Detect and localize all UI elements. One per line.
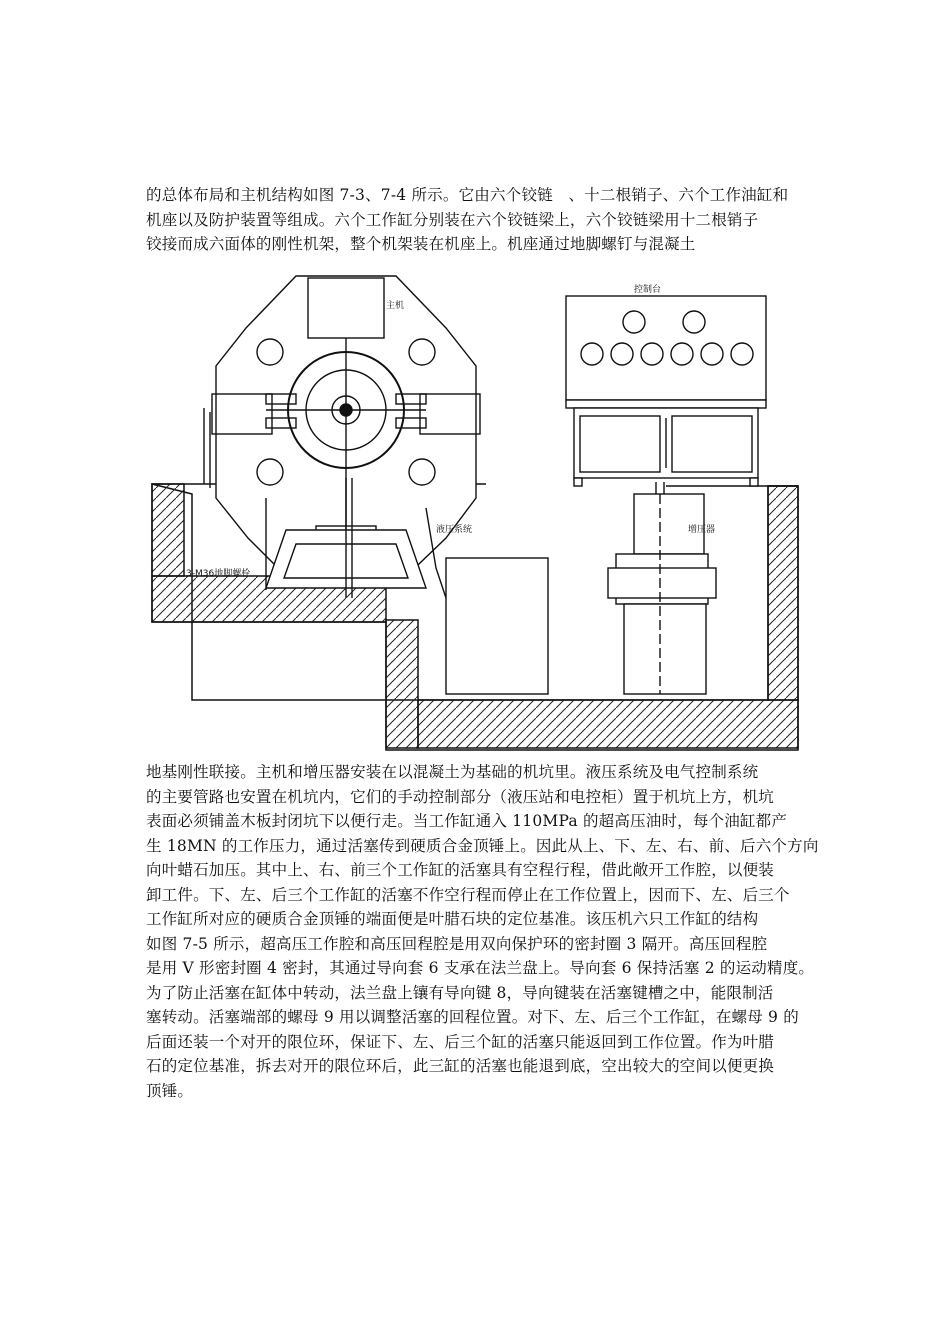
label-booster: 增压器	[688, 525, 716, 535]
label-hydraulic-system: 液压系统	[436, 525, 473, 535]
label-control-console: 控制台	[634, 285, 662, 295]
text-line: 地基刚性联接。主机和增压器安装在以混凝土为基础的机坑里。液压系统及电气控制系统	[146, 763, 759, 781]
text-line: 的总体布局和主机结构如图 7-3、7-4 所示。它由六个铰链 、十二根销子、六个工作油缸和	[146, 186, 789, 204]
text-line: 后面还装一个对开的限位环，保证下、左、后三个缸的活塞只能返回到工作位置。作为叶腊	[146, 1032, 775, 1051]
text-line: 向叶蜡石加压。其中上、右、前三个工作缸的活塞具有空程行程，借此敞开工作腔，以便装	[146, 861, 775, 879]
body-paragraph	[146, 760, 819, 1103]
text-line: 工作缸所对应的硬质合金顶锤的端面便是叶腊石块的定位基准。该压机六只工作缸的结构	[146, 910, 759, 928]
text-line: 顶锤。	[146, 1081, 194, 1100]
hydraulic-system	[446, 558, 548, 694]
text-line: 为了防止活塞在缸体中转动，法兰盘上镶有导向键 8，导向键装在活塞键槽之中，能限制活	[146, 983, 774, 1002]
text-line: 是用 V 形密封圈 4 密封，其通过导向套 6 支承在法兰盘上。导向套 6 保持活塞 2 的运动精度。	[146, 959, 815, 977]
press-layout-drawing	[146, 268, 806, 754]
text-line: 表面必须铺盖木板封闭坑下以便行走。当工作缸通入 110MPa 的超高压油时，每个油缸都产	[146, 812, 788, 830]
booster-unit	[608, 482, 716, 694]
intro-paragraph	[146, 183, 806, 257]
text-line: 机座以及防护装置等组成。六个工作缸分别装在六个铰链梁上，六个铰链梁用十二根销子	[146, 210, 759, 229]
text-line: 卸工件。下、左、后三个工作缸的活塞不作空行程而停止在工作位置上，因而下、左、后三个	[146, 885, 790, 904]
text-line: 石的定位基准，拆去对开的限位环后，此三缸的活塞也能退到底，空出较大的空间以便更换	[146, 1057, 775, 1075]
text-line: 塞转动。活塞端部的螺母 9 用以调整活塞的回程位置。对下、左、后三个工作缸，在螺母 9 的	[146, 1008, 799, 1026]
text-line: 的主要管路也安置在机坑内，它们的手动控制部分（液压站和电控柜）置于机坑上方，机坑	[146, 787, 775, 806]
text-line: 如图 7-5 所示，超高压工作腔和高压回程腔是用双向保护环的密封圈 3 隔开。高压回程腔	[146, 934, 768, 953]
control-console	[566, 296, 766, 486]
main-machine	[204, 276, 480, 598]
label-anchor-bolt: 3-M36地脚螺栓	[186, 569, 251, 579]
text-line: 铰接而成六面体的刚性机架，整个机架装在机座上。机座通过地脚螺钉与混凝土	[146, 235, 696, 253]
press-layout-figure	[146, 268, 806, 754]
text-line: 生 18MN 的工作压力，通过活塞传到硬质合金顶锤上。因此从上、下、左、右、前、后六个方向	[146, 836, 819, 855]
label-main-machine: 主机	[386, 301, 405, 311]
